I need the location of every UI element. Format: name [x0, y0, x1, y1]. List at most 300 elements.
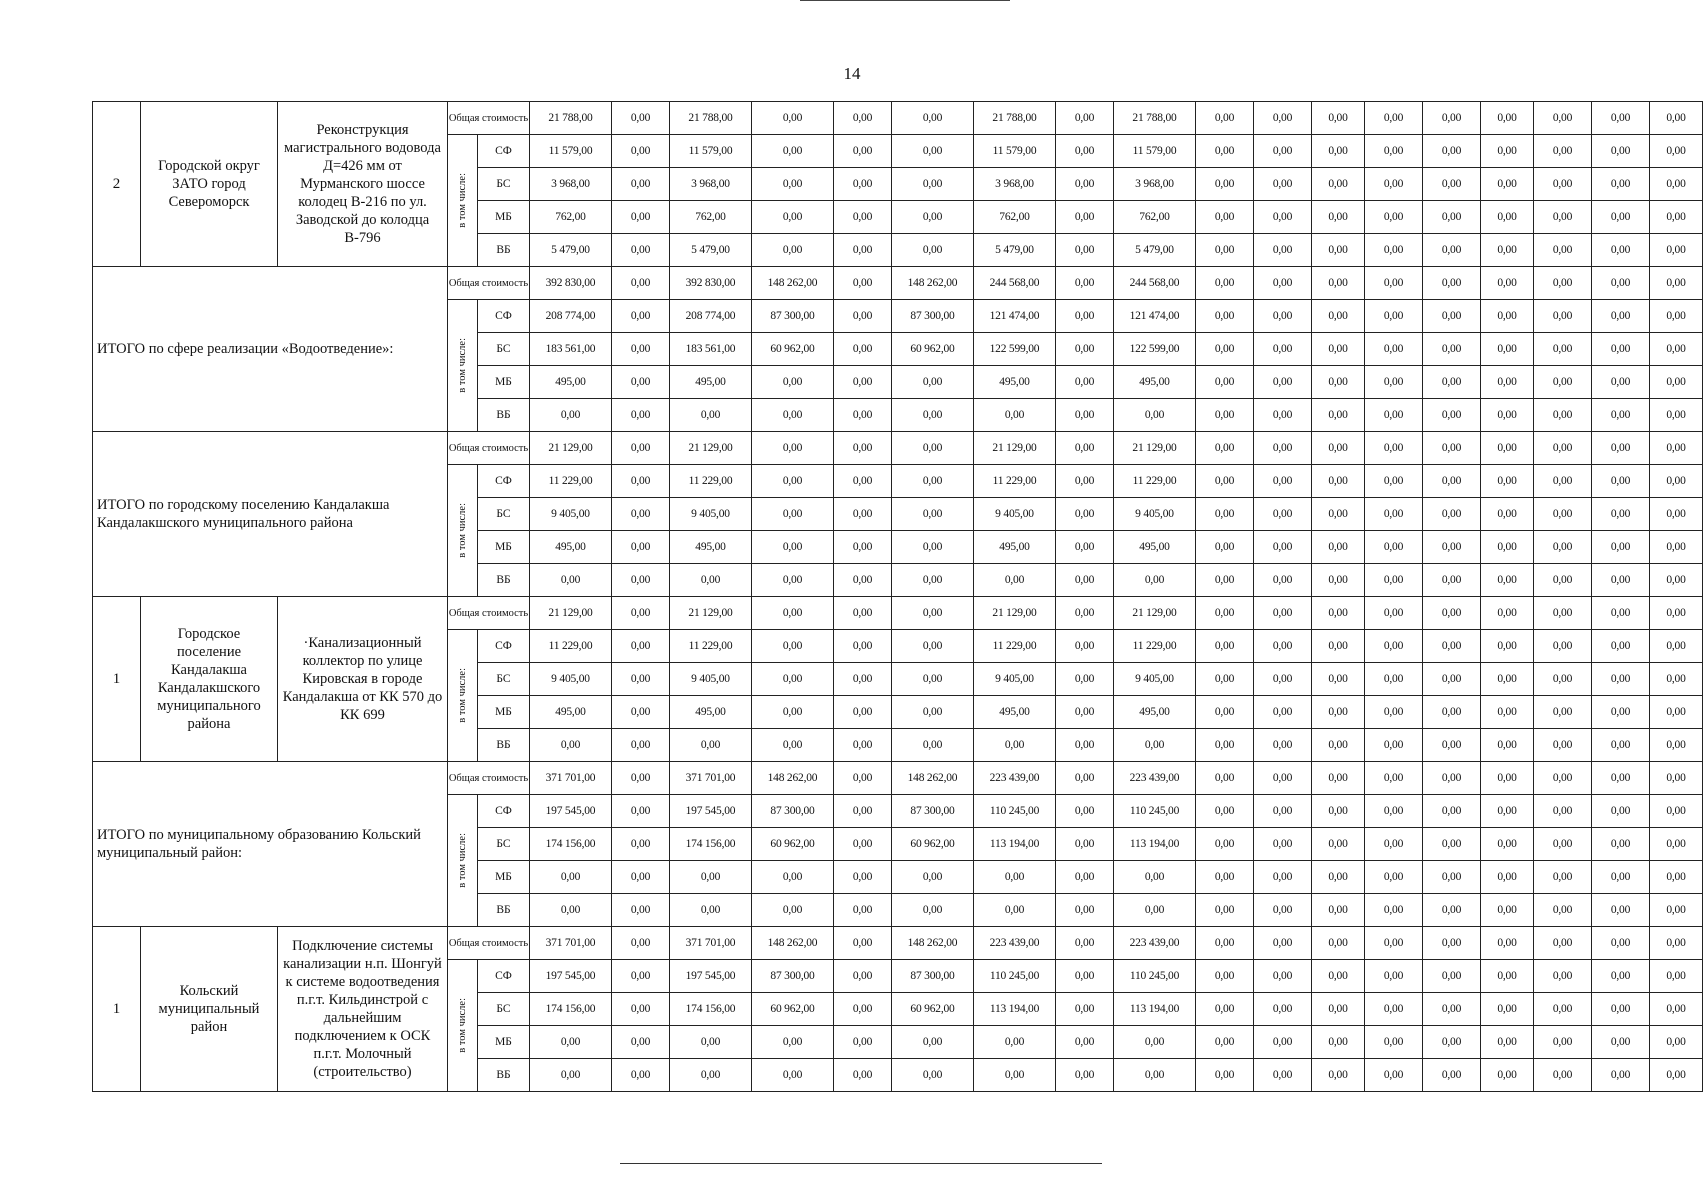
value-cell: 762,00	[530, 201, 612, 234]
total-cost-label: Общая стоимость	[448, 597, 530, 630]
value-cell: 0,00	[1254, 300, 1312, 333]
value-cell: 0,00	[1056, 168, 1114, 201]
value-cell: 0,00	[1423, 861, 1481, 894]
value-cell: 0,00	[1196, 927, 1254, 960]
value-cell: 371 701,00	[530, 762, 612, 795]
value-cell: 0,00	[1650, 630, 1703, 663]
value-cell: 0,00	[1592, 564, 1650, 597]
value-cell: 0,00	[1056, 696, 1114, 729]
value-cell: 0,00	[1423, 1026, 1481, 1059]
value-cell: 0,00	[1312, 993, 1365, 1026]
value-cell: 0,00	[1312, 630, 1365, 663]
value-cell: 11 579,00	[530, 135, 612, 168]
value-cell: 0,00	[1114, 399, 1196, 432]
top-rule	[800, 0, 1010, 1]
funding-code: БС	[478, 993, 530, 1026]
value-cell: 0,00	[612, 498, 670, 531]
value-cell: 0,00	[1592, 168, 1650, 201]
value-cell: 0,00	[1534, 894, 1592, 927]
value-cell: 495,00	[530, 531, 612, 564]
value-cell: 0,00	[1365, 432, 1423, 465]
value-cell: 0,00	[1592, 498, 1650, 531]
value-cell: 21 129,00	[1114, 432, 1196, 465]
value-cell: 0,00	[892, 1026, 974, 1059]
value-cell: 0,00	[1650, 1026, 1703, 1059]
value-cell: 0,00	[1114, 1059, 1196, 1092]
value-cell: 0,00	[1056, 993, 1114, 1026]
value-cell: 495,00	[530, 696, 612, 729]
value-cell: 0,00	[670, 729, 752, 762]
value-cell: 0,00	[752, 465, 834, 498]
value-cell: 0,00	[1056, 1026, 1114, 1059]
value-cell: 0,00	[670, 564, 752, 597]
value-cell: 60 962,00	[892, 828, 974, 861]
value-cell: 0,00	[1196, 828, 1254, 861]
value-cell: 0,00	[1196, 630, 1254, 663]
value-cell: 0,00	[1365, 564, 1423, 597]
value-cell: 0,00	[1365, 1026, 1423, 1059]
value-cell: 0,00	[1312, 333, 1365, 366]
value-cell: 0,00	[892, 498, 974, 531]
value-cell: 0,00	[1650, 861, 1703, 894]
funding-code: БС	[478, 168, 530, 201]
value-cell: 0,00	[1254, 399, 1312, 432]
value-cell: 0,00	[1254, 960, 1312, 993]
value-cell: 0,00	[1196, 300, 1254, 333]
value-cell: 0,00	[1481, 795, 1534, 828]
value-cell: 0,00	[1254, 597, 1312, 630]
value-cell: 0,00	[1056, 366, 1114, 399]
funding-code: МБ	[478, 861, 530, 894]
value-cell: 495,00	[1114, 366, 1196, 399]
value-cell: 0,00	[834, 366, 892, 399]
value-cell: 223 439,00	[1114, 927, 1196, 960]
value-cell: 148 262,00	[892, 762, 974, 795]
value-cell: 0,00	[1254, 333, 1312, 366]
value-cell: 9 405,00	[530, 498, 612, 531]
value-cell: 21 129,00	[974, 432, 1056, 465]
value-cell: 0,00	[1592, 135, 1650, 168]
value-cell: 0,00	[1254, 993, 1312, 1026]
value-cell: 0,00	[892, 696, 974, 729]
value-cell: 495,00	[974, 531, 1056, 564]
value-cell: 0,00	[1650, 531, 1703, 564]
value-cell: 0,00	[1481, 201, 1534, 234]
value-cell: 0,00	[1254, 432, 1312, 465]
value-cell: 0,00	[670, 399, 752, 432]
value-cell: 0,00	[1423, 267, 1481, 300]
value-cell: 0,00	[1056, 927, 1114, 960]
value-cell: 0,00	[1650, 432, 1703, 465]
value-cell: 0,00	[752, 102, 834, 135]
value-cell: 208 774,00	[530, 300, 612, 333]
value-cell: 0,00	[1365, 366, 1423, 399]
value-cell: 0,00	[892, 564, 974, 597]
value-cell: 0,00	[752, 1059, 834, 1092]
value-cell: 0,00	[612, 927, 670, 960]
value-cell: 0,00	[1056, 465, 1114, 498]
municipality-cell: Городской округ ЗАТО город Североморск	[141, 102, 278, 267]
funding-code: СФ	[478, 795, 530, 828]
value-cell: 0,00	[1196, 762, 1254, 795]
value-cell: 0,00	[1423, 630, 1481, 663]
value-cell: 113 194,00	[1114, 993, 1196, 1026]
value-cell: 0,00	[974, 1026, 1056, 1059]
value-cell: 0,00	[1534, 201, 1592, 234]
value-cell: 9 405,00	[670, 663, 752, 696]
value-cell: 0,00	[1056, 630, 1114, 663]
value-cell: 0,00	[1312, 168, 1365, 201]
value-cell: 0,00	[892, 861, 974, 894]
value-cell: 0,00	[612, 894, 670, 927]
value-cell: 0,00	[1365, 333, 1423, 366]
value-cell: 21 129,00	[670, 597, 752, 630]
value-cell: 0,00	[1481, 366, 1534, 399]
value-cell: 0,00	[1481, 828, 1534, 861]
value-cell: 0,00	[1365, 696, 1423, 729]
value-cell: 0,00	[1592, 465, 1650, 498]
value-cell: 0,00	[1481, 894, 1534, 927]
funding-code: СФ	[478, 300, 530, 333]
value-cell: 0,00	[1423, 960, 1481, 993]
value-cell: 244 568,00	[1114, 267, 1196, 300]
value-cell: 0,00	[1592, 399, 1650, 432]
value-cell: 0,00	[1114, 564, 1196, 597]
value-cell: 0,00	[1365, 861, 1423, 894]
value-cell: 0,00	[612, 102, 670, 135]
value-cell: 0,00	[1196, 564, 1254, 597]
value-cell: 0,00	[1056, 300, 1114, 333]
value-cell: 495,00	[530, 366, 612, 399]
value-cell: 0,00	[1312, 432, 1365, 465]
value-cell: 148 262,00	[892, 927, 974, 960]
value-cell: 0,00	[1196, 1059, 1254, 1092]
value-cell: 0,00	[834, 531, 892, 564]
value-cell: 0,00	[752, 366, 834, 399]
value-cell: 0,00	[1312, 663, 1365, 696]
funding-code: БС	[478, 498, 530, 531]
value-cell: 0,00	[1481, 135, 1534, 168]
value-cell: 11 229,00	[530, 465, 612, 498]
value-cell: 0,00	[1423, 993, 1481, 1026]
value-cell: 0,00	[1056, 201, 1114, 234]
value-cell: 0,00	[1196, 696, 1254, 729]
value-cell: 0,00	[1365, 993, 1423, 1026]
value-cell: 0,00	[612, 399, 670, 432]
including-label-wrap	[448, 960, 477, 1091]
total-cost-label: Общая стоимость	[448, 267, 530, 300]
value-cell: 0,00	[1592, 630, 1650, 663]
value-cell: 0,00	[1650, 597, 1703, 630]
value-cell: 0,00	[612, 960, 670, 993]
value-cell: 0,00	[612, 366, 670, 399]
including-label: в том числе:	[456, 503, 468, 558]
value-cell: 0,00	[1056, 531, 1114, 564]
total-title: ИТОГО по сфере реализации «Водоотведение»:	[93, 267, 448, 432]
value-cell: 371 701,00	[670, 927, 752, 960]
value-cell: 0,00	[1650, 927, 1703, 960]
value-cell: 0,00	[892, 465, 974, 498]
value-cell: 0,00	[834, 498, 892, 531]
value-cell: 0,00	[834, 564, 892, 597]
value-cell: 0,00	[752, 168, 834, 201]
value-cell: 87 300,00	[892, 300, 974, 333]
value-cell: 0,00	[1056, 894, 1114, 927]
value-cell: 0,00	[1650, 1059, 1703, 1092]
value-cell: 0,00	[612, 168, 670, 201]
row-index: 1	[93, 597, 141, 762]
value-cell: 0,00	[752, 531, 834, 564]
value-cell: 0,00	[834, 993, 892, 1026]
value-cell: 0,00	[1481, 1059, 1534, 1092]
value-cell: 0,00	[892, 432, 974, 465]
value-cell: 0,00	[1312, 399, 1365, 432]
value-cell: 0,00	[1592, 267, 1650, 300]
value-cell: 0,00	[1423, 366, 1481, 399]
value-cell: 0,00	[1312, 234, 1365, 267]
value-cell: 0,00	[670, 1026, 752, 1059]
value-cell: 0,00	[892, 1059, 974, 1092]
value-cell: 0,00	[670, 894, 752, 927]
value-cell: 0,00	[612, 630, 670, 663]
value-cell: 9 405,00	[530, 663, 612, 696]
value-cell: 113 194,00	[974, 828, 1056, 861]
value-cell: 0,00	[834, 300, 892, 333]
value-cell: 0,00	[1481, 300, 1534, 333]
value-cell: 0,00	[1196, 993, 1254, 1026]
value-cell: 3 968,00	[670, 168, 752, 201]
value-cell: 0,00	[1365, 795, 1423, 828]
value-cell: 0,00	[1196, 861, 1254, 894]
value-cell: 0,00	[1254, 498, 1312, 531]
value-cell: 0,00	[1114, 894, 1196, 927]
value-cell: 11 579,00	[1114, 135, 1196, 168]
value-cell: 0,00	[892, 234, 974, 267]
value-cell: 0,00	[1592, 597, 1650, 630]
value-cell: 0,00	[1534, 960, 1592, 993]
funding-code: ВБ	[478, 729, 530, 762]
value-cell: 0,00	[1650, 795, 1703, 828]
value-cell: 0,00	[1365, 729, 1423, 762]
value-cell: 0,00	[1481, 861, 1534, 894]
funding-code: СФ	[478, 465, 530, 498]
value-cell: 0,00	[834, 696, 892, 729]
value-cell: 0,00	[1196, 1026, 1254, 1059]
value-cell: 0,00	[1534, 267, 1592, 300]
funding-code: ВБ	[478, 564, 530, 597]
value-cell: 0,00	[1481, 432, 1534, 465]
value-cell: 0,00	[1196, 663, 1254, 696]
value-cell: 0,00	[1312, 465, 1365, 498]
value-cell: 0,00	[892, 399, 974, 432]
value-cell: 197 545,00	[530, 960, 612, 993]
value-cell: 0,00	[1423, 663, 1481, 696]
value-cell: 0,00	[1423, 531, 1481, 564]
value-cell: 0,00	[1534, 795, 1592, 828]
value-cell: 0,00	[1365, 102, 1423, 135]
value-cell: 60 962,00	[892, 333, 974, 366]
value-cell: 174 156,00	[670, 828, 752, 861]
value-cell: 0,00	[1481, 696, 1534, 729]
including-label-wrap	[448, 630, 477, 761]
value-cell: 0,00	[834, 135, 892, 168]
value-cell: 0,00	[1534, 333, 1592, 366]
value-cell: 183 561,00	[670, 333, 752, 366]
object-cell: Подключение системы канализации н.п. Шонгуй к системе водоотведения п.г.т. Кильдинстрой с дальнейшим подключением к ОСК п.г.т. Молочный (строительство)	[278, 927, 448, 1092]
total-title: ИТОГО по муниципальному образованию Кольский муниципальный район:	[93, 762, 448, 927]
value-cell: 11 229,00	[670, 465, 752, 498]
value-cell: 0,00	[752, 1026, 834, 1059]
value-cell: 11 229,00	[530, 630, 612, 663]
value-cell: 0,00	[1592, 1059, 1650, 1092]
value-cell: 0,00	[834, 465, 892, 498]
value-cell: 0,00	[1254, 234, 1312, 267]
value-cell: 0,00	[1650, 399, 1703, 432]
value-cell: 0,00	[1481, 663, 1534, 696]
value-cell: 0,00	[612, 1059, 670, 1092]
value-cell: 110 245,00	[974, 960, 1056, 993]
value-cell: 21 788,00	[530, 102, 612, 135]
funding-code: БС	[478, 828, 530, 861]
value-cell: 0,00	[1196, 399, 1254, 432]
value-cell: 0,00	[892, 102, 974, 135]
value-cell: 0,00	[1481, 234, 1534, 267]
value-cell: 495,00	[1114, 531, 1196, 564]
value-cell: 0,00	[1196, 201, 1254, 234]
value-cell: 3 968,00	[530, 168, 612, 201]
including-label-cell	[448, 135, 478, 267]
value-cell: 0,00	[892, 630, 974, 663]
value-cell: 0,00	[1423, 894, 1481, 927]
total-cost-label: Общая стоимость	[448, 432, 530, 465]
value-cell: 0,00	[834, 729, 892, 762]
value-cell: 11 579,00	[974, 135, 1056, 168]
value-cell: 11 579,00	[670, 135, 752, 168]
value-cell: 21 788,00	[670, 102, 752, 135]
value-cell: 0,00	[1056, 861, 1114, 894]
value-cell: 0,00	[1254, 531, 1312, 564]
value-cell: 0,00	[834, 828, 892, 861]
value-cell: 0,00	[1365, 894, 1423, 927]
value-cell: 0,00	[1481, 498, 1534, 531]
value-cell: 0,00	[1114, 729, 1196, 762]
value-cell: 0,00	[834, 597, 892, 630]
value-cell: 0,00	[1056, 564, 1114, 597]
value-cell: 0,00	[1481, 960, 1534, 993]
value-cell: 197 545,00	[670, 960, 752, 993]
value-cell: 0,00	[1534, 861, 1592, 894]
value-cell: 21 788,00	[1114, 102, 1196, 135]
value-cell: 244 568,00	[974, 267, 1056, 300]
value-cell: 495,00	[670, 696, 752, 729]
value-cell: 0,00	[1254, 630, 1312, 663]
value-cell: 0,00	[1196, 234, 1254, 267]
value-cell: 0,00	[1254, 894, 1312, 927]
value-cell: 0,00	[892, 663, 974, 696]
total-cost-label: Общая стоимость	[448, 102, 530, 135]
value-cell: 87 300,00	[752, 795, 834, 828]
value-cell: 87 300,00	[892, 795, 974, 828]
value-cell: 0,00	[1423, 498, 1481, 531]
value-cell: 0,00	[1312, 927, 1365, 960]
value-cell: 0,00	[892, 894, 974, 927]
value-cell: 0,00	[752, 597, 834, 630]
value-cell: 0,00	[974, 861, 1056, 894]
value-cell: 0,00	[1534, 1059, 1592, 1092]
table-row	[93, 762, 1703, 795]
value-cell: 0,00	[1114, 1026, 1196, 1059]
value-cell: 0,00	[1312, 201, 1365, 234]
value-cell: 148 262,00	[752, 762, 834, 795]
value-cell: 0,00	[752, 861, 834, 894]
value-cell: 0,00	[1056, 498, 1114, 531]
value-cell: 0,00	[1423, 696, 1481, 729]
funding-code: ВБ	[478, 894, 530, 927]
value-cell: 495,00	[974, 696, 1056, 729]
value-cell: 0,00	[1592, 234, 1650, 267]
value-cell: 0,00	[1481, 993, 1534, 1026]
including-label: в том числе:	[456, 668, 468, 723]
value-cell: 0,00	[892, 168, 974, 201]
municipality-cell: Городское поселение Кандалакша Кандалакшского муниципального района	[141, 597, 278, 762]
value-cell: 0,00	[612, 663, 670, 696]
object-cell: ·Канализационный коллектор по улице Кировская в городе Кандалакша от КК 570 до КК 699	[278, 597, 448, 762]
including-label-wrap	[448, 795, 477, 926]
value-cell: 197 545,00	[670, 795, 752, 828]
table-row	[93, 102, 1703, 135]
value-cell: 0,00	[612, 762, 670, 795]
value-cell: 0,00	[1423, 201, 1481, 234]
value-cell: 0,00	[1365, 663, 1423, 696]
value-cell: 0,00	[1481, 267, 1534, 300]
value-cell: 0,00	[1534, 696, 1592, 729]
value-cell: 0,00	[1196, 531, 1254, 564]
funding-code: МБ	[478, 531, 530, 564]
value-cell: 0,00	[1592, 795, 1650, 828]
total-cost-label: Общая стоимость	[448, 927, 530, 960]
value-cell: 0,00	[1056, 135, 1114, 168]
funding-code: БС	[478, 663, 530, 696]
value-cell: 0,00	[834, 168, 892, 201]
page-number: 14	[843, 64, 861, 83]
value-cell: 0,00	[1196, 267, 1254, 300]
funding-code: ВБ	[478, 1059, 530, 1092]
value-cell: 0,00	[1534, 927, 1592, 960]
value-cell: 223 439,00	[1114, 762, 1196, 795]
value-cell: 392 830,00	[670, 267, 752, 300]
value-cell: 0,00	[1056, 267, 1114, 300]
value-cell: 371 701,00	[530, 927, 612, 960]
value-cell: 0,00	[1534, 663, 1592, 696]
funding-code: МБ	[478, 201, 530, 234]
value-cell: 0,00	[1592, 1026, 1650, 1059]
value-cell: 0,00	[834, 201, 892, 234]
value-cell: 0,00	[834, 663, 892, 696]
funding-code: МБ	[478, 1026, 530, 1059]
value-cell: 0,00	[1534, 135, 1592, 168]
value-cell: 60 962,00	[752, 333, 834, 366]
value-cell: 495,00	[974, 366, 1056, 399]
value-cell: 762,00	[670, 201, 752, 234]
value-cell: 0,00	[612, 432, 670, 465]
value-cell: 60 962,00	[892, 993, 974, 1026]
value-cell: 0,00	[612, 696, 670, 729]
value-cell: 0,00	[1650, 333, 1703, 366]
value-cell: 0,00	[1650, 564, 1703, 597]
value-cell: 0,00	[1196, 168, 1254, 201]
value-cell: 87 300,00	[892, 960, 974, 993]
value-cell: 0,00	[1534, 564, 1592, 597]
